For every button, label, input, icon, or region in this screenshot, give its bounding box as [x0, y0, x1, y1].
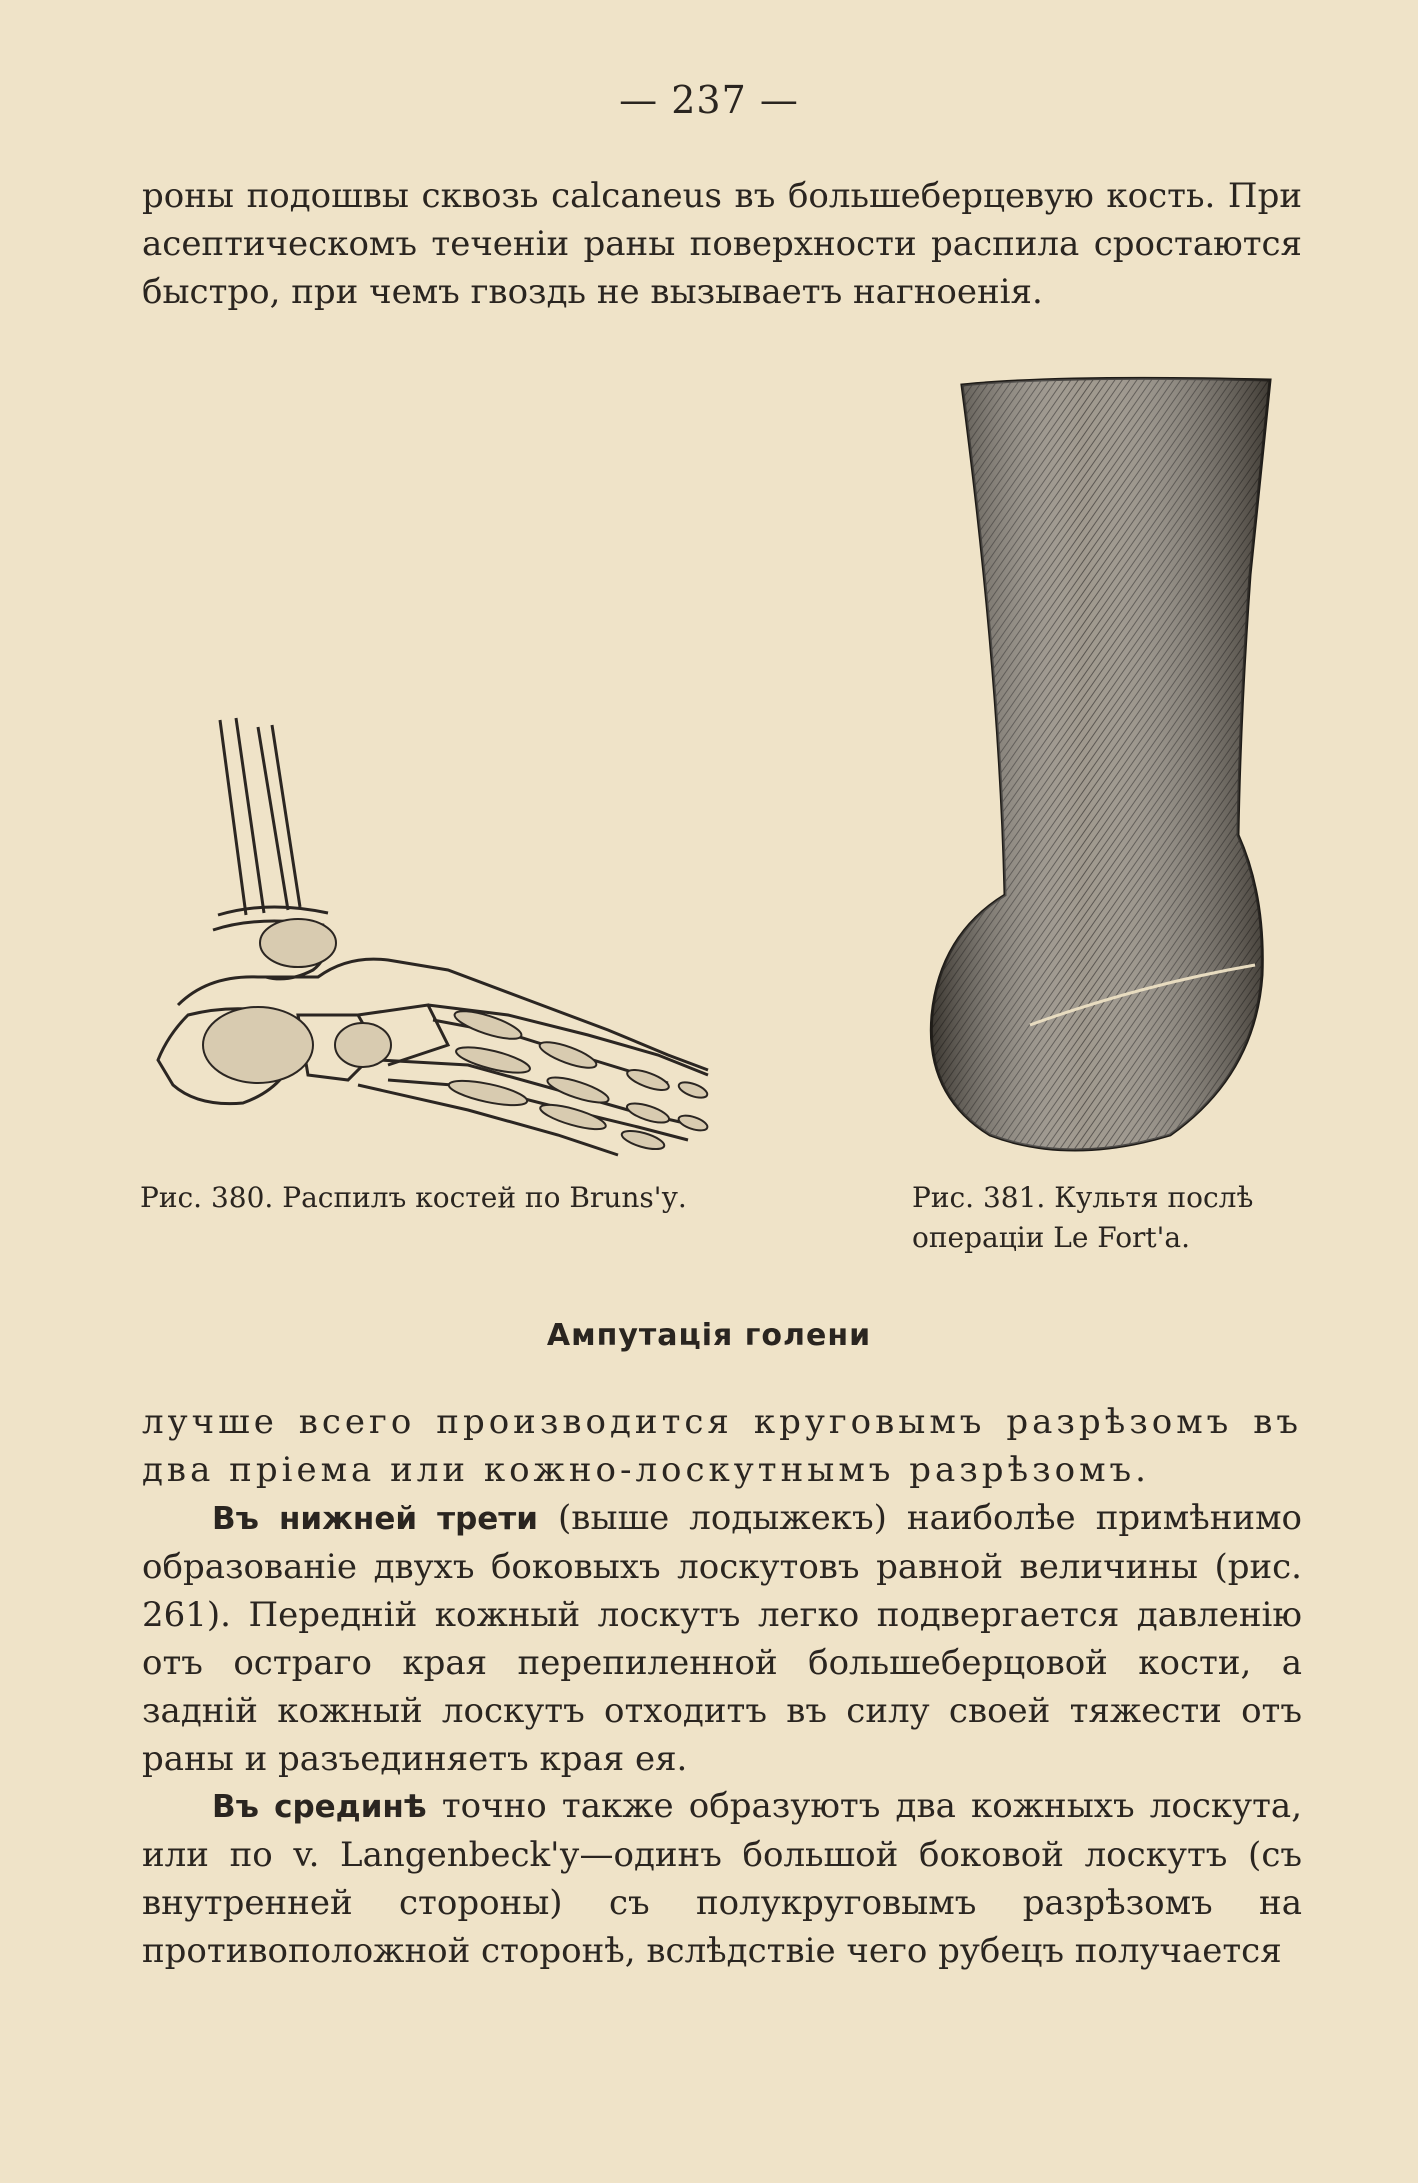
- paragraph-lower-third: [142, 1494, 1302, 1783]
- figure-381-stump: [920, 375, 1300, 1155]
- paragraph-continuation: роны подошвы сквозь calcaneus въ большеберцевую кость. При асептическомъ теченiи раны поверхности распила сростаются быстро, при чемъ гвоздь не вызываетъ нагноенiя.: [142, 176, 1302, 312]
- figure-380-caption: Рис. 380. Распилъ костей по Bruns'у.: [140, 1181, 687, 1214]
- lower-third-term: Въ нижней трети: [212, 1501, 538, 1537]
- section-heading: Ампутацiя голени: [546, 1318, 872, 1353]
- paragraph-intro: лучше всего производится круговымъ разрѣзомъ въ два прiема или кожно-лоскутнымъ разрѣзомъ.: [142, 1402, 1302, 1490]
- middle-body: точно также образуютъ два кожныхъ лоскута, или по v. Langenbeck'у—одинъ большой боковой лоскутъ (съ внутренней стороны) съ полукруговымъ разрѣзомъ на противоположной сторонѣ, вслѣдствiе чего рубецъ получается: [142, 1786, 1303, 1971]
- middle-term: Въ срединѣ: [212, 1789, 427, 1825]
- figure-380-foot-skeleton: [148, 715, 758, 1165]
- lower-third-body: (выше лодыжекъ) наиболѣе примѣнимо образованiе двухъ боковыхъ лоскутовъ равной величины (рис. 261). Переднiй кожный лоскутъ легко подвергается давленiю отъ остраго края перепиленной большеберцовой кости, а заднiй кожный лоскутъ отходитъ въ силу своей тяжести отъ раны и разъединяетъ края ея.: [142, 1498, 1302, 1779]
- paragraph-middle: [142, 1782, 1302, 1975]
- figure-381-caption: Рис. 381. Культя послѣ операцiи Le Fort'а.: [912, 1181, 1254, 1254]
- page-number: — 237 —: [619, 78, 799, 122]
